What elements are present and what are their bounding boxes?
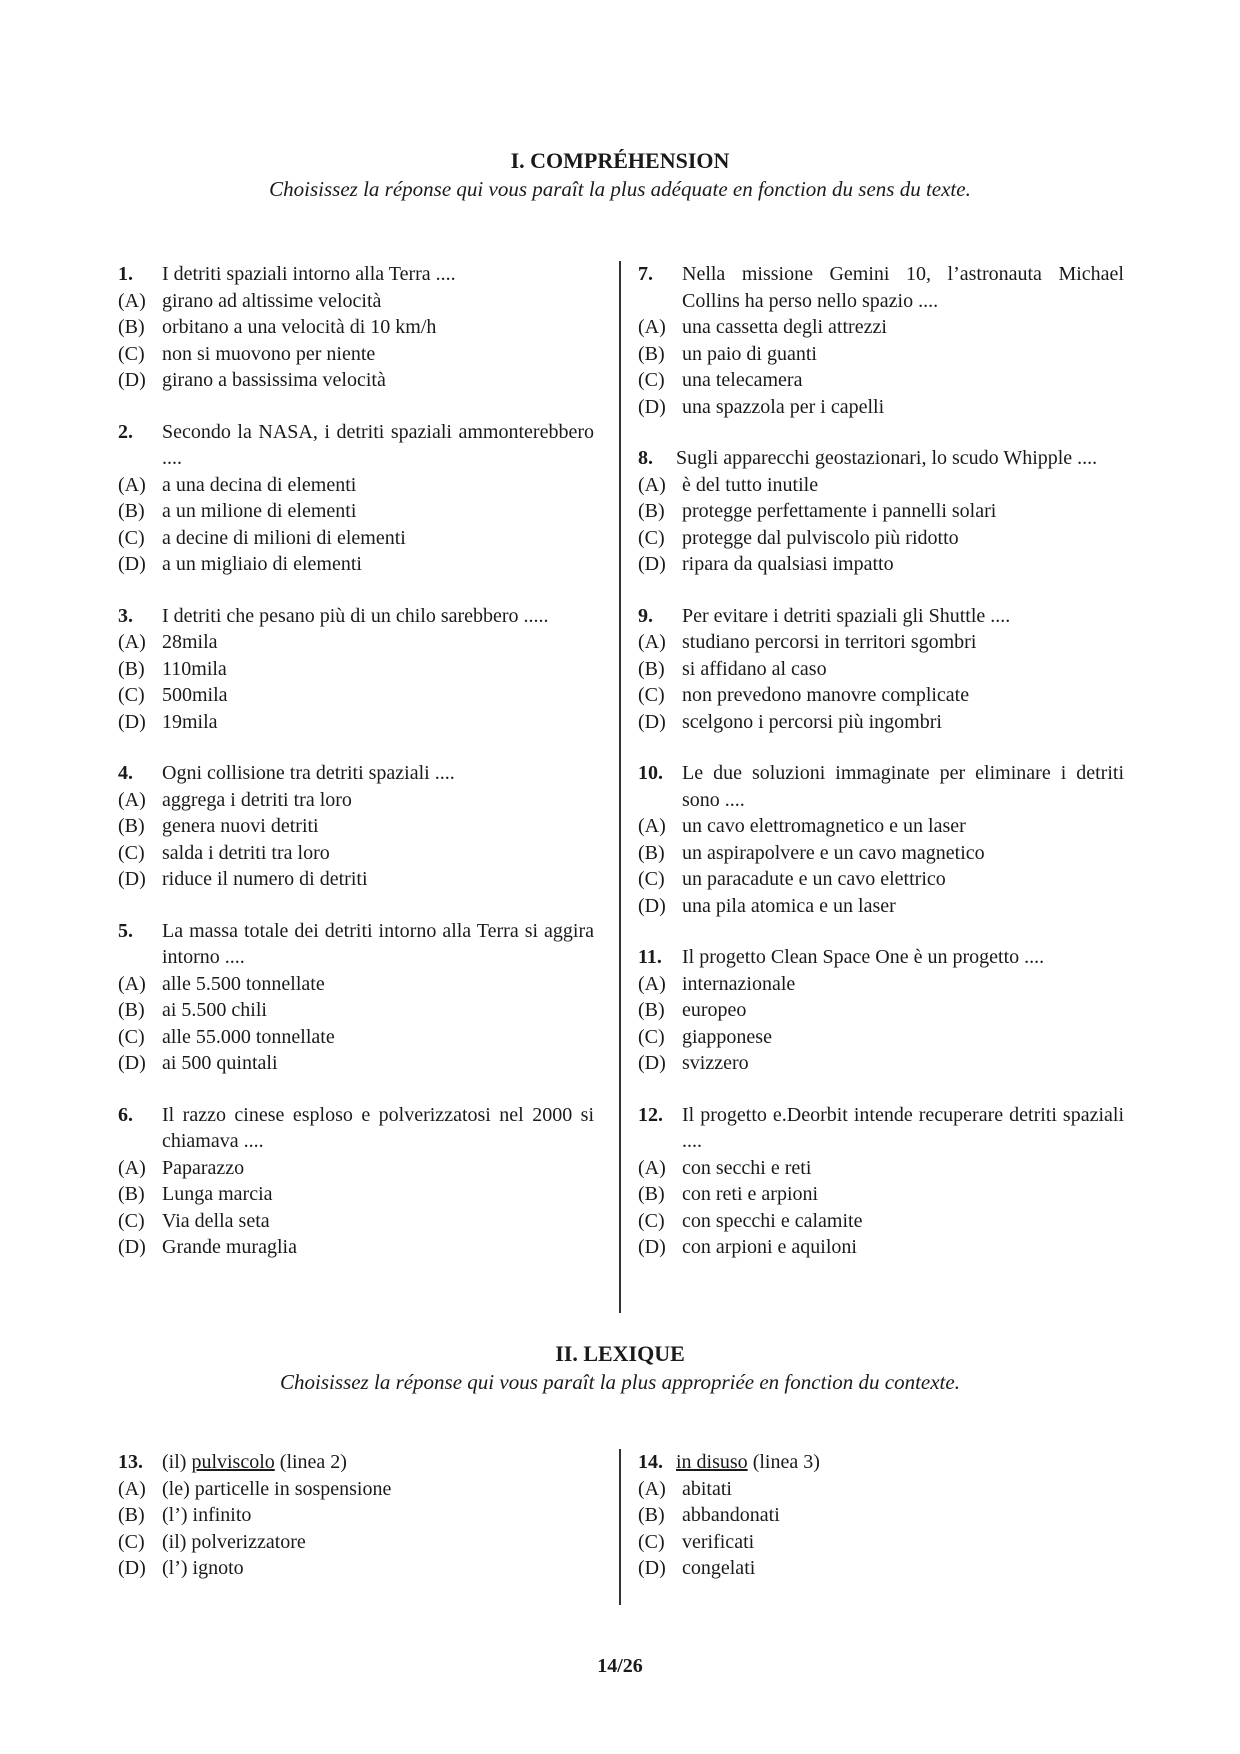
question-stem bbox=[638, 944, 1124, 971]
question-7 bbox=[638, 261, 1124, 420]
option-letter: (A) bbox=[118, 631, 146, 653]
option-letter: (B) bbox=[118, 999, 145, 1021]
option-letter: (A) bbox=[118, 473, 146, 496]
option-text: europeo bbox=[682, 999, 747, 1021]
question-stem bbox=[118, 918, 594, 971]
option-text: studiano percorsi in territori sgombri bbox=[682, 631, 977, 653]
option-text: alle 5.500 tonnellate bbox=[162, 972, 325, 995]
option-text: un paio di guanti bbox=[682, 342, 817, 365]
answer-option bbox=[118, 709, 594, 736]
option-letter: (D) bbox=[638, 553, 666, 575]
option-text: (l’) infinito bbox=[162, 1504, 252, 1526]
option-text: ai 500 quintali bbox=[162, 1052, 278, 1074]
option-text: con reti e arpioni bbox=[682, 1183, 819, 1205]
answer-option bbox=[118, 1050, 594, 1077]
question-13 bbox=[118, 1449, 594, 1582]
option-text: a un migliaio di elementi bbox=[162, 553, 362, 575]
answer-option bbox=[118, 551, 594, 578]
option-text: girano a bassissima velocità bbox=[162, 369, 386, 391]
question-stem bbox=[118, 760, 594, 787]
question-14 bbox=[638, 1449, 1124, 1582]
answer-option bbox=[638, 893, 1124, 920]
answer-option bbox=[118, 288, 594, 315]
question-text: Secondo la NASA, i detriti spaziali ammonterebbero .... bbox=[162, 420, 594, 469]
answer-option bbox=[638, 1476, 1124, 1503]
answer-option bbox=[118, 997, 594, 1024]
question-number: 13. bbox=[118, 1451, 143, 1473]
question-number: 9. bbox=[638, 604, 653, 627]
answer-option bbox=[638, 1529, 1124, 1556]
option-letter: (D) bbox=[118, 1557, 146, 1579]
option-letter: (B) bbox=[638, 841, 665, 864]
option-text: con specchi e calamite bbox=[682, 1209, 863, 1232]
answer-option bbox=[638, 1024, 1124, 1051]
lexique-left-column bbox=[118, 1449, 594, 1607]
section2-header bbox=[0, 1340, 1240, 1396]
option-letter: (D) bbox=[638, 894, 666, 917]
option-text: non prevedono manovre complicate bbox=[682, 684, 970, 706]
option-text: 28mila bbox=[162, 631, 218, 653]
column-divider-lexique bbox=[619, 1449, 621, 1605]
question-number: 2. bbox=[118, 420, 133, 443]
question-text: Nella missione Gemini 10, l’astronauta Michael Collins ha perso nello spazio .... bbox=[682, 263, 1124, 312]
answer-option bbox=[118, 341, 594, 368]
column-divider bbox=[619, 261, 621, 1313]
answer-option bbox=[118, 1208, 594, 1235]
option-letter: (A) bbox=[638, 1156, 666, 1179]
option-text: a un milione di elementi bbox=[162, 500, 357, 522]
option-text: non si muovono per niente bbox=[162, 342, 376, 365]
answer-option bbox=[638, 1181, 1124, 1208]
option-letter: (B) bbox=[118, 1183, 145, 1205]
question-text: Ogni collisione tra detriti spaziali .... bbox=[162, 762, 455, 784]
answer-option bbox=[118, 1529, 594, 1556]
option-letter: (B) bbox=[118, 316, 145, 338]
question-text bbox=[676, 1449, 1124, 1476]
question-stem bbox=[118, 419, 594, 472]
option-letter: (C) bbox=[638, 526, 665, 549]
term-reference: (linea 3) bbox=[747, 1451, 820, 1473]
options bbox=[118, 1476, 594, 1582]
options bbox=[638, 314, 1124, 420]
question-text: Sugli apparecchi geostazionari, lo scudo Whipple .... bbox=[676, 447, 1098, 469]
option-letter: (D) bbox=[638, 1236, 666, 1258]
question-stem bbox=[638, 760, 1124, 813]
options bbox=[118, 1155, 594, 1261]
question-6 bbox=[118, 1102, 594, 1261]
options bbox=[638, 1155, 1124, 1261]
option-text: 500mila bbox=[162, 684, 228, 706]
answer-option bbox=[638, 971, 1124, 998]
answer-option bbox=[638, 341, 1124, 368]
answer-option bbox=[118, 472, 594, 499]
option-letter: (B) bbox=[118, 815, 145, 837]
answer-option bbox=[638, 682, 1124, 709]
option-text: ripara da qualsiasi impatto bbox=[682, 553, 894, 575]
option-letter: (B) bbox=[638, 342, 665, 365]
option-letter: (C) bbox=[638, 1209, 665, 1232]
answer-option bbox=[118, 971, 594, 998]
option-letter: (C) bbox=[118, 1025, 145, 1048]
option-text: riduce il numero di detriti bbox=[162, 868, 368, 890]
question-number: 10. bbox=[638, 762, 663, 784]
answer-option bbox=[638, 551, 1124, 578]
option-letter: (D) bbox=[638, 1557, 666, 1579]
question-3 bbox=[118, 603, 594, 736]
question-text: Il razzo cinese esploso e polverizzatosi nel 2000 si chiamava .... bbox=[162, 1103, 594, 1152]
option-letter: (B) bbox=[118, 1504, 145, 1526]
answer-option bbox=[118, 1181, 594, 1208]
answer-option bbox=[638, 866, 1124, 893]
option-letter: (A) bbox=[118, 1477, 146, 1500]
option-letter: (A) bbox=[638, 1477, 666, 1500]
option-text: (il) polverizzatore bbox=[162, 1530, 306, 1553]
option-letter: (B) bbox=[638, 1504, 665, 1526]
question-number: 1. bbox=[118, 263, 133, 285]
option-text: abitati bbox=[682, 1477, 732, 1500]
option-letter: (A) bbox=[638, 316, 666, 338]
option-letter: (B) bbox=[638, 1183, 665, 1205]
option-text: con secchi e reti bbox=[682, 1156, 812, 1179]
question-text: I detriti che pesano più di un chilo sarebbero ..... bbox=[162, 604, 549, 627]
option-text: un aspirapolvere e un cavo magnetico bbox=[682, 841, 985, 864]
option-text: con arpioni e aquiloni bbox=[682, 1236, 857, 1258]
option-text: una cassetta degli attrezzi bbox=[682, 316, 887, 338]
question-text: Le due soluzioni immaginate per eliminare i detriti sono .... bbox=[682, 762, 1124, 811]
question-number: 8. bbox=[638, 447, 653, 469]
option-text: protegge perfettamente i pannelli solari bbox=[682, 500, 997, 522]
answer-option bbox=[638, 1234, 1124, 1261]
options bbox=[638, 813, 1124, 919]
options bbox=[118, 629, 594, 735]
questions-right-column bbox=[638, 261, 1124, 1286]
question-5 bbox=[118, 918, 594, 1077]
question-stem bbox=[638, 445, 1124, 472]
term-prefix: (il) bbox=[162, 1451, 192, 1473]
answer-option bbox=[638, 1555, 1124, 1582]
question-12 bbox=[638, 1102, 1124, 1261]
options bbox=[118, 787, 594, 893]
answer-option bbox=[118, 525, 594, 552]
questions-left-column bbox=[118, 261, 594, 1286]
answer-option bbox=[638, 314, 1124, 341]
answer-option bbox=[118, 1024, 594, 1051]
option-letter: (D) bbox=[118, 868, 146, 890]
option-text: (le) particelle in sospensione bbox=[162, 1477, 392, 1500]
option-text: svizzero bbox=[682, 1052, 749, 1074]
option-letter: (A) bbox=[118, 1156, 146, 1179]
options bbox=[118, 971, 594, 1077]
option-letter: (C) bbox=[638, 868, 665, 890]
option-text: protegge dal pulviscolo più ridotto bbox=[682, 526, 959, 549]
option-text: scelgono i percorsi più ingombri bbox=[682, 710, 942, 733]
options bbox=[638, 971, 1124, 1077]
option-letter: (B) bbox=[118, 500, 145, 522]
options bbox=[118, 288, 594, 394]
answer-option bbox=[118, 1502, 594, 1529]
answer-option bbox=[638, 394, 1124, 421]
option-letter: (C) bbox=[638, 1025, 665, 1048]
option-letter: (C) bbox=[638, 369, 665, 391]
option-text: congelati bbox=[682, 1557, 756, 1579]
question-text: La massa totale dei detriti intorno alla Terra si aggira intorno .... bbox=[162, 919, 594, 968]
option-text: verificati bbox=[682, 1530, 755, 1553]
answer-option bbox=[118, 1155, 594, 1182]
question-text: Per evitare i detriti spaziali gli Shuttle .... bbox=[682, 604, 1011, 627]
question-number: 7. bbox=[638, 263, 653, 285]
option-letter: (D) bbox=[118, 1052, 146, 1074]
option-text: una spazzola per i capelli bbox=[682, 395, 885, 418]
question-4 bbox=[118, 760, 594, 893]
question-stem bbox=[638, 603, 1124, 630]
answer-option bbox=[118, 682, 594, 709]
option-letter: (A) bbox=[638, 815, 666, 837]
answer-option bbox=[638, 709, 1124, 736]
option-letter: (C) bbox=[118, 1209, 145, 1232]
option-text: una pila atomica e un laser bbox=[682, 894, 896, 917]
option-text: Via della seta bbox=[162, 1209, 270, 1232]
question-2 bbox=[118, 419, 594, 578]
question-stem bbox=[638, 1102, 1124, 1155]
section2-subtitle: Choisissez la réponse qui vous paraît la plus appropriée en fonction du contexte. bbox=[280, 1370, 960, 1394]
answer-option bbox=[638, 1050, 1124, 1077]
answer-option bbox=[118, 656, 594, 683]
options bbox=[638, 1476, 1124, 1582]
underlined-term: in disuso bbox=[676, 1451, 748, 1473]
option-letter: (D) bbox=[638, 710, 666, 733]
section1-subtitle: Choisissez la réponse qui vous paraît la plus adéquate en fonction du sens du texte. bbox=[269, 177, 971, 201]
answer-option bbox=[118, 1555, 594, 1582]
option-text: genera nuovi detriti bbox=[162, 815, 319, 837]
option-letter: (B) bbox=[638, 999, 665, 1021]
option-letter: (C) bbox=[638, 1530, 665, 1553]
option-text: 19mila bbox=[162, 710, 218, 733]
option-text: un paracadute e un cavo elettrico bbox=[682, 868, 946, 890]
option-text: internazionale bbox=[682, 972, 796, 995]
option-text: una telecamera bbox=[682, 369, 803, 391]
option-text: a una decina di elementi bbox=[162, 473, 357, 496]
question-stem bbox=[118, 603, 594, 630]
question-11 bbox=[638, 944, 1124, 1077]
question-8 bbox=[638, 445, 1124, 578]
option-letter: (C) bbox=[118, 684, 145, 706]
option-letter: (C) bbox=[118, 526, 145, 549]
option-text: giapponese bbox=[682, 1025, 772, 1048]
section1-title: I. COMPRÉHENSION bbox=[510, 148, 730, 173]
section2-title: II. LEXIQUE bbox=[555, 1341, 685, 1366]
question-number: 6. bbox=[118, 1103, 133, 1126]
option-text: Grande muraglia bbox=[162, 1236, 297, 1258]
question-10 bbox=[638, 760, 1124, 919]
option-letter: (A) bbox=[638, 473, 666, 496]
answer-option bbox=[118, 1476, 594, 1503]
answer-option bbox=[638, 997, 1124, 1024]
option-letter: (D) bbox=[638, 1052, 666, 1074]
option-text: a decine di milioni di elementi bbox=[162, 526, 406, 549]
answer-option bbox=[638, 840, 1124, 867]
question-number: 11. bbox=[638, 946, 662, 968]
answer-option bbox=[638, 472, 1124, 499]
answer-option bbox=[638, 656, 1124, 683]
question-text: Il progetto Clean Space One è un progetto .... bbox=[682, 946, 1045, 968]
option-text: un cavo elettromagnetico e un laser bbox=[682, 815, 966, 837]
question-number: 14. bbox=[638, 1451, 663, 1473]
option-letter: (D) bbox=[638, 395, 666, 418]
answer-option bbox=[638, 1155, 1124, 1182]
answer-option bbox=[118, 367, 594, 394]
option-text: Lunga marcia bbox=[162, 1183, 273, 1205]
option-text: ai 5.500 chili bbox=[162, 999, 267, 1021]
question-text: Il progetto e.Deorbit intende recuperare detriti spaziali .... bbox=[682, 1103, 1124, 1152]
option-text: abbandonati bbox=[682, 1504, 780, 1526]
option-text: salda i detriti tra loro bbox=[162, 841, 330, 864]
option-letter: (B) bbox=[638, 657, 665, 680]
question-stem bbox=[118, 261, 594, 288]
question-stem bbox=[638, 261, 1124, 314]
option-text: si affidano al caso bbox=[682, 657, 827, 680]
section1-header bbox=[0, 147, 1240, 203]
question-9 bbox=[638, 603, 1124, 736]
options bbox=[118, 472, 594, 578]
option-text: (l’) ignoto bbox=[162, 1557, 244, 1579]
option-letter: (C) bbox=[118, 841, 145, 864]
answer-option bbox=[118, 498, 594, 525]
answer-option bbox=[118, 787, 594, 814]
answer-option bbox=[638, 1502, 1124, 1529]
question-number: 3. bbox=[118, 604, 133, 627]
term-reference: (linea 2) bbox=[274, 1451, 347, 1473]
option-letter: (A) bbox=[638, 631, 666, 653]
option-letter: (D) bbox=[118, 553, 146, 575]
answer-option bbox=[118, 1234, 594, 1261]
question-text: I detriti spaziali intorno alla Terra .... bbox=[162, 263, 456, 285]
option-text: Paparazzo bbox=[162, 1156, 245, 1179]
option-letter: (A) bbox=[118, 972, 146, 995]
page-number: 14/26 bbox=[597, 1655, 643, 1677]
answer-option bbox=[638, 367, 1124, 394]
option-letter: (D) bbox=[118, 369, 146, 391]
answer-option bbox=[118, 314, 594, 341]
option-letter: (C) bbox=[118, 1530, 145, 1553]
answer-option bbox=[118, 813, 594, 840]
answer-option bbox=[118, 866, 594, 893]
question-text bbox=[162, 1449, 594, 1476]
lexique-right-column bbox=[638, 1449, 1124, 1607]
option-text: alle 55.000 tonnellate bbox=[162, 1025, 335, 1048]
option-letter: (D) bbox=[118, 1236, 146, 1258]
question-number: 12. bbox=[638, 1103, 663, 1126]
option-text: girano ad altissime velocità bbox=[162, 289, 382, 312]
option-letter: (B) bbox=[638, 500, 665, 522]
option-letter: (A) bbox=[638, 972, 666, 995]
option-text: è del tutto inutile bbox=[682, 473, 819, 496]
option-text: 110mila bbox=[162, 657, 227, 680]
answer-option bbox=[638, 813, 1124, 840]
option-letter: (C) bbox=[118, 342, 145, 365]
answer-option bbox=[638, 1208, 1124, 1235]
options bbox=[638, 472, 1124, 578]
answer-option bbox=[118, 840, 594, 867]
answer-option bbox=[638, 498, 1124, 525]
option-letter: (B) bbox=[118, 657, 145, 680]
option-letter: (D) bbox=[118, 710, 146, 733]
option-letter: (C) bbox=[638, 684, 665, 706]
option-letter: (A) bbox=[118, 788, 146, 811]
answer-option bbox=[638, 525, 1124, 552]
option-letter: (A) bbox=[118, 289, 146, 312]
underlined-term: pulviscolo bbox=[191, 1451, 275, 1473]
answer-option bbox=[118, 629, 594, 656]
question-number: 4. bbox=[118, 762, 133, 784]
question-stem bbox=[118, 1102, 594, 1155]
options bbox=[638, 629, 1124, 735]
option-text: aggrega i detriti tra loro bbox=[162, 788, 352, 811]
option-text: orbitano a una velocità di 10 km/h bbox=[162, 316, 437, 338]
question-1 bbox=[118, 261, 594, 394]
answer-option bbox=[638, 629, 1124, 656]
question-number: 5. bbox=[118, 919, 133, 942]
